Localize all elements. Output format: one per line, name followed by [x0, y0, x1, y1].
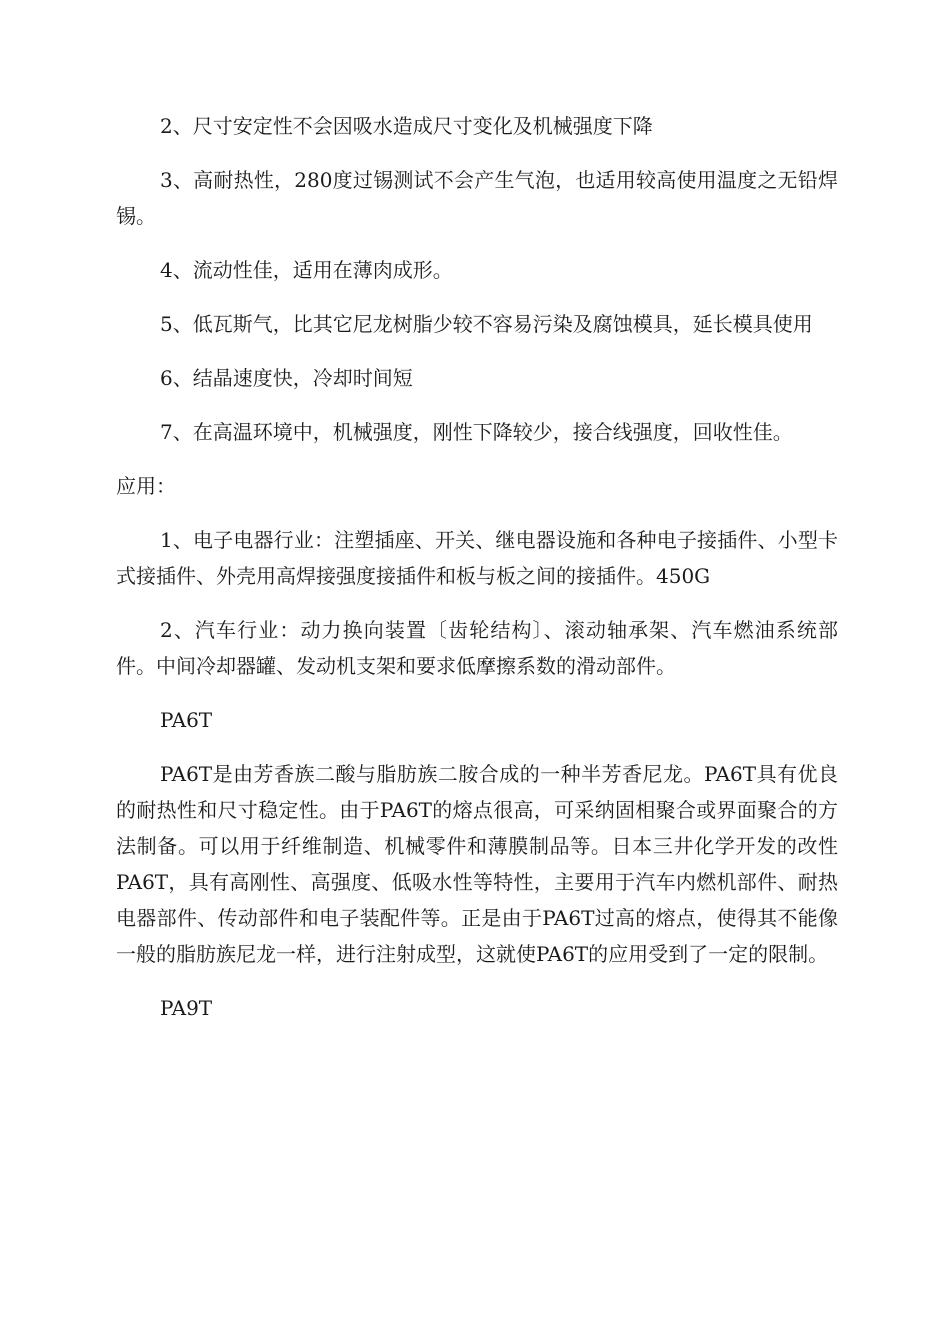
paragraph-dimensional-stability: 2、尺寸安定性不会因吸水造成尺寸变化及机械强度下降 [160, 114, 653, 138]
paragraph-low-gas: 5、低瓦斯气，比其它尼龙树脂少较不容易污染及腐蚀模具，延长模具使用 [160, 312, 813, 336]
paragraph-crystallization: 6、结晶速度快，冷却时间短 [160, 366, 413, 390]
paragraph-high-temp-strength: 7、在高温环境中，机械强度，刚性下降较少，接合线强度，回收性佳。 [160, 420, 793, 444]
paragraph-flowability: 4、流动性佳，适用在薄肉成形。 [160, 258, 453, 282]
heading-applications: 应用： [116, 474, 176, 498]
document-body [116, 108, 838, 1044]
paragraph-heat-resistance: 3、高耐热性，280度过锡测试不会产生气泡，也适用较高使用温度之无铅焊锡。 [116, 168, 838, 228]
paragraph-pa6t-description: PA6T是由芳香族二酸与脂肪族二胺合成的一种半芳香尼龙。PA6T具有优良的耐热性和尺寸稳定性。由于PA6T的熔点很高，可采纳固相聚合或界面聚合的方法制备。可以用于纤维制造、机械零件和薄膜制品等。日本三井化学开发的改性PA6T，具有高刚性、高强度、低吸水性等特性，主要用于汽车内燃机部件、耐热电器部件、传动部件和电子装配件等。正是由于PA6T过高的熔点，使得其不能像一般的脂肪族尼龙一样，进行注射成型，这就使PA6T的应用受到了一定的限制。 [116, 762, 838, 966]
paragraph-automotive: 2、汽车行业：动力换向装置〔齿轮结构〕、滚动轴承架、汽车燃油系统部件。中间冷却器罐、发动机支架和要求低摩擦系数的滑动部件。 [116, 618, 838, 678]
heading-pa6t: PA6T [160, 708, 213, 732]
heading-pa9t: PA9T [160, 996, 213, 1020]
paragraph-electronics: 1、电子电器行业：注塑插座、开关、继电器设施和各种电子接插件、小型卡式接插件、外壳用高焊接强度接插件和板与板之间的接插件。450G [116, 528, 838, 588]
